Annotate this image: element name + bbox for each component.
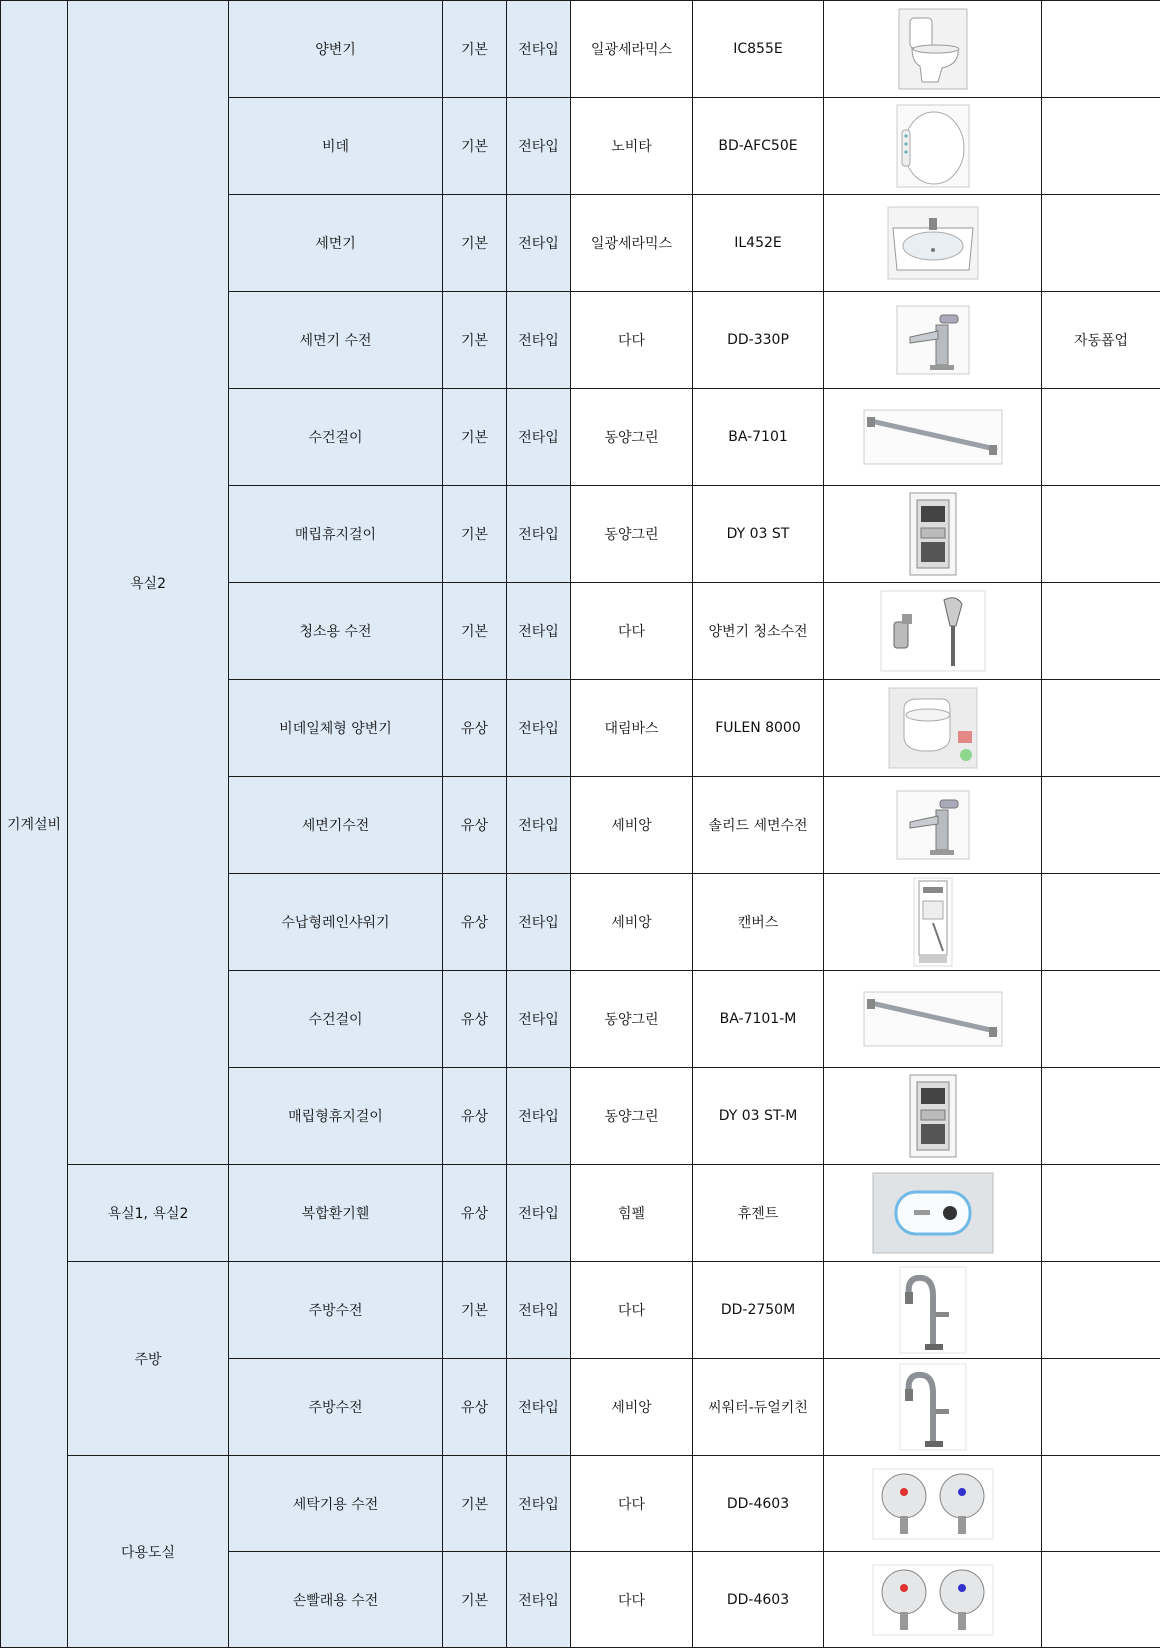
- grade-cell: 기본: [443, 292, 507, 389]
- manufacturer-cell: 세비앙: [571, 1359, 693, 1456]
- manufacturer-cell: 노비타: [571, 98, 693, 195]
- note-cell: [1042, 1262, 1160, 1359]
- item-name-cell: 복합환기휀: [229, 1165, 443, 1262]
- item-name-cell: 세탁기용 수전: [229, 1456, 443, 1552]
- product-image-cell: [824, 874, 1042, 971]
- item-name-cell: 세면기 수전: [229, 292, 443, 389]
- manufacturer-cell: 다다: [571, 1456, 693, 1552]
- grade-cell: 기본: [443, 1262, 507, 1359]
- manufacturer-cell: 다다: [571, 1262, 693, 1359]
- manufacturer-cell: 일광세라믹스: [571, 195, 693, 292]
- unit-type-cell: 전타입: [507, 486, 571, 583]
- product-image-cell: [824, 389, 1042, 486]
- note-cell: [1042, 1456, 1160, 1552]
- item-name-cell: 세면기수전: [229, 777, 443, 874]
- manufacturer-cell: 동양그린: [571, 486, 693, 583]
- manufacturer-cell: 동양그린: [571, 971, 693, 1068]
- item-name-cell: 주방수전: [229, 1359, 443, 1456]
- model-cell: BA-7101-M: [693, 971, 824, 1068]
- manufacturer-cell: 세비앙: [571, 777, 693, 874]
- model-cell: DY 03 ST: [693, 486, 824, 583]
- model-cell: FULEN 8000: [693, 680, 824, 777]
- model-cell: 휴젠트: [693, 1165, 824, 1262]
- bidet-icon: [824, 104, 1041, 188]
- item-name-cell: 수건걸이: [229, 971, 443, 1068]
- paper-holder-icon: [824, 492, 1041, 576]
- model-cell: DD-4603: [693, 1456, 824, 1552]
- item-name-cell: 비데: [229, 98, 443, 195]
- note-cell: [1042, 680, 1160, 777]
- note-cell: [1042, 1359, 1160, 1456]
- note-cell: [1042, 777, 1160, 874]
- item-name-cell: 매립형휴지걸이: [229, 1068, 443, 1165]
- unit-type-cell: 전타입: [507, 583, 571, 680]
- model-cell: IL452E: [693, 195, 824, 292]
- rain-shower-icon: [824, 877, 1041, 967]
- unit-type-cell: 전타입: [507, 195, 571, 292]
- manufacturer-cell: 다다: [571, 583, 693, 680]
- toilet-icon: [824, 8, 1041, 90]
- note-cell: [1042, 971, 1160, 1068]
- table-row: [1, 1456, 1160, 1552]
- location-cell: 주방: [68, 1262, 229, 1456]
- grade-cell: 유상: [443, 874, 507, 971]
- ventilation-fan-icon: [824, 1172, 1041, 1254]
- table-row: [1, 1165, 1160, 1262]
- kitchen-faucet-icon: [824, 1363, 1041, 1451]
- note-cell: [1042, 874, 1160, 971]
- unit-type-cell: 전타입: [507, 1552, 571, 1648]
- towel-bar-icon: [824, 409, 1041, 465]
- category-cell: 기계설비: [1, 1, 68, 1648]
- grade-cell: 기본: [443, 195, 507, 292]
- grade-cell: 유상: [443, 1165, 507, 1262]
- product-image-cell: [824, 195, 1042, 292]
- table-row: [1, 1262, 1160, 1359]
- product-image-cell: [824, 680, 1042, 777]
- table-row: [1, 1, 1160, 98]
- item-name-cell: 청소용 수전: [229, 583, 443, 680]
- unit-type-cell: 전타입: [507, 1456, 571, 1552]
- note-cell: [1042, 486, 1160, 583]
- smart-toilet-icon: [824, 687, 1041, 769]
- unit-type-cell: 전타입: [507, 98, 571, 195]
- note-cell: [1042, 389, 1160, 486]
- item-name-cell: 수납형레인샤워기: [229, 874, 443, 971]
- product-image-cell: [824, 1165, 1042, 1262]
- grade-cell: 기본: [443, 98, 507, 195]
- unit-type-cell: 전타입: [507, 1165, 571, 1262]
- grade-cell: 기본: [443, 389, 507, 486]
- product-image-cell: [824, 1, 1042, 98]
- washer-valve-icon: [824, 1468, 1041, 1540]
- manufacturer-cell: 다다: [571, 1552, 693, 1648]
- kitchen-faucet-icon: [824, 1266, 1041, 1354]
- manufacturer-cell: 동양그린: [571, 389, 693, 486]
- manufacturer-cell: 다다: [571, 292, 693, 389]
- location-cell: 욕실2: [68, 1, 229, 1165]
- grade-cell: 유상: [443, 971, 507, 1068]
- product-image-cell: [824, 486, 1042, 583]
- product-image-cell: [824, 583, 1042, 680]
- basin-faucet-icon: [824, 305, 1041, 375]
- model-cell: BD-AFC50E: [693, 98, 824, 195]
- manufacturer-cell: 일광세라믹스: [571, 1, 693, 98]
- note-cell: [1042, 1165, 1160, 1262]
- item-name-cell: 손빨래용 수전: [229, 1552, 443, 1648]
- model-cell: DD-2750M: [693, 1262, 824, 1359]
- unit-type-cell: 전타입: [507, 1262, 571, 1359]
- model-cell: IC855E: [693, 1, 824, 98]
- unit-type-cell: 전타입: [507, 777, 571, 874]
- grade-cell: 유상: [443, 1359, 507, 1456]
- location-cell: 다용도실: [68, 1456, 229, 1648]
- item-name-cell: 세면기: [229, 195, 443, 292]
- model-cell: 씨워터-듀얼키친: [693, 1359, 824, 1456]
- model-cell: 솔리드 세면수전: [693, 777, 824, 874]
- unit-type-cell: 전타입: [507, 874, 571, 971]
- towel-bar-icon: [824, 991, 1041, 1047]
- note-cell: [1042, 98, 1160, 195]
- washer-valve-icon: [824, 1564, 1041, 1636]
- unit-type-cell: 전타입: [507, 292, 571, 389]
- manufacturer-cell: 힘펠: [571, 1165, 693, 1262]
- manufacturer-cell: 대림바스: [571, 680, 693, 777]
- product-image-cell: [824, 1359, 1042, 1456]
- product-image-cell: [824, 1262, 1042, 1359]
- table-body: [1, 1, 1160, 1648]
- cleaning-faucet-icon: [824, 590, 1041, 672]
- grade-cell: 기본: [443, 1, 507, 98]
- unit-type-cell: 전타입: [507, 1359, 571, 1456]
- note-cell: [1042, 583, 1160, 680]
- model-cell: DD-4603: [693, 1552, 824, 1648]
- item-name-cell: 양변기: [229, 1, 443, 98]
- item-name-cell: 비데일체형 양변기: [229, 680, 443, 777]
- washbasin-icon: [824, 206, 1041, 280]
- unit-type-cell: 전타입: [507, 971, 571, 1068]
- grade-cell: 유상: [443, 680, 507, 777]
- unit-type-cell: 전타입: [507, 680, 571, 777]
- item-name-cell: 수건걸이: [229, 389, 443, 486]
- model-cell: DD-330P: [693, 292, 824, 389]
- location-cell: 욕실1, 욕실2: [68, 1165, 229, 1262]
- model-cell: DY 03 ST-M: [693, 1068, 824, 1165]
- note-cell: [1042, 195, 1160, 292]
- item-name-cell: 주방수전: [229, 1262, 443, 1359]
- grade-cell: 기본: [443, 1552, 507, 1648]
- item-name-cell: 매립휴지걸이: [229, 486, 443, 583]
- manufacturer-cell: 세비앙: [571, 874, 693, 971]
- basin-faucet-icon: [824, 790, 1041, 860]
- product-image-cell: [824, 292, 1042, 389]
- grade-cell: 유상: [443, 1068, 507, 1165]
- model-cell: BA-7101: [693, 389, 824, 486]
- product-image-cell: [824, 98, 1042, 195]
- unit-type-cell: 전타입: [507, 1, 571, 98]
- grade-cell: 기본: [443, 583, 507, 680]
- product-image-cell: [824, 1552, 1042, 1648]
- grade-cell: 기본: [443, 1456, 507, 1552]
- product-image-cell: [824, 971, 1042, 1068]
- model-cell: 양변기 청소수전: [693, 583, 824, 680]
- note-cell: 자동폽업: [1042, 292, 1160, 389]
- note-cell: [1042, 1552, 1160, 1648]
- unit-type-cell: 전타입: [507, 1068, 571, 1165]
- grade-cell: 기본: [443, 486, 507, 583]
- product-image-cell: [824, 777, 1042, 874]
- note-cell: [1042, 1068, 1160, 1165]
- model-cell: 캔버스: [693, 874, 824, 971]
- paper-holder-icon: [824, 1074, 1041, 1158]
- unit-type-cell: 전타입: [507, 389, 571, 486]
- product-image-cell: [824, 1456, 1042, 1552]
- grade-cell: 유상: [443, 777, 507, 874]
- product-image-cell: [824, 1068, 1042, 1165]
- manufacturer-cell: 동양그린: [571, 1068, 693, 1165]
- note-cell: [1042, 1, 1160, 98]
